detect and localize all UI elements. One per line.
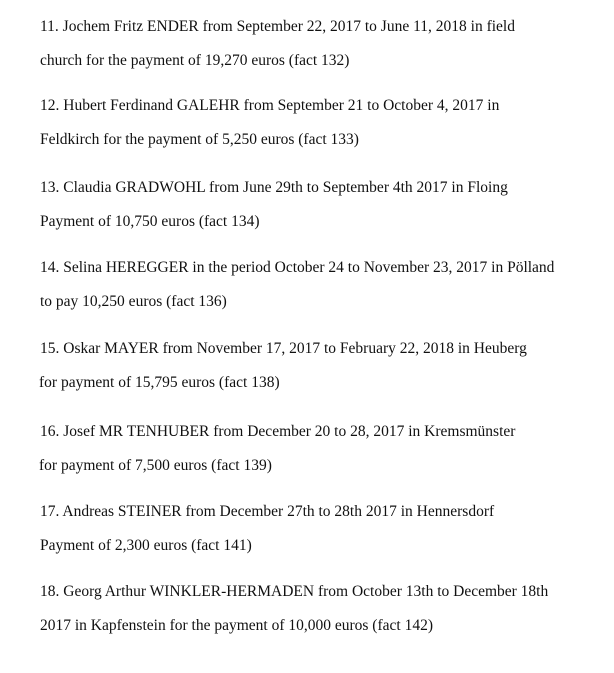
- entry-text-line: Payment of 10,750 euros (fact 134): [40, 213, 260, 230]
- entry-text-line: Payment of 2,300 euros (fact 141): [40, 537, 252, 554]
- list-item: [40, 17, 600, 71]
- list-item: [40, 582, 600, 636]
- entry-text-line: 17. Andreas STEINER from December 27th to 28th 2017 in Hennersdorf: [40, 503, 495, 520]
- list-item: [40, 339, 600, 393]
- entry-text-line: 15. Oskar MAYER from November 17, 2017 to February 22, 2018 in Heuberg: [40, 340, 527, 357]
- entry-text-line: 14. Selina HEREGGER in the period October 24 to November 23, 2017 in Pölland: [40, 259, 555, 276]
- list-item: [40, 96, 600, 150]
- entry-text-line: for payment of 15,795 euros (fact 138): [39, 374, 280, 391]
- list-item: [40, 178, 600, 232]
- list-item: [40, 502, 600, 556]
- entry-text-line: Feldkirch for the payment of 5,250 euros (fact 133): [40, 131, 359, 148]
- entry-text-line: 11. Jochem Fritz ENDER from September 22, 2017 to June 11, 2018 in field: [40, 18, 515, 35]
- entry-text-line: 18. Georg Arthur WINKLER-HERMADEN from October 13th to December 18th: [40, 583, 549, 600]
- entry-text-line: to pay 10,250 euros (fact 136): [40, 293, 227, 310]
- entry-text-line: for payment of 7,500 euros (fact 139): [39, 457, 272, 474]
- entry-text-line: church for the payment of 19,270 euros (fact 132): [40, 52, 350, 69]
- list-item: [40, 258, 600, 312]
- entry-text-line: 12. Hubert Ferdinand GALEHR from September 21 to October 4, 2017 in: [40, 97, 500, 114]
- entry-text-line: 16. Josef MR TENHUBER from December 20 to 28, 2017 in Kremsmünster: [40, 423, 516, 440]
- list-item: [40, 422, 600, 476]
- entry-text-line: 13. Claudia GRADWOHL from June 29th to September 4th 2017 in Floing: [40, 179, 508, 196]
- entry-text-line: 2017 in Kapfenstein for the payment of 10,000 euros (fact 142): [40, 617, 433, 634]
